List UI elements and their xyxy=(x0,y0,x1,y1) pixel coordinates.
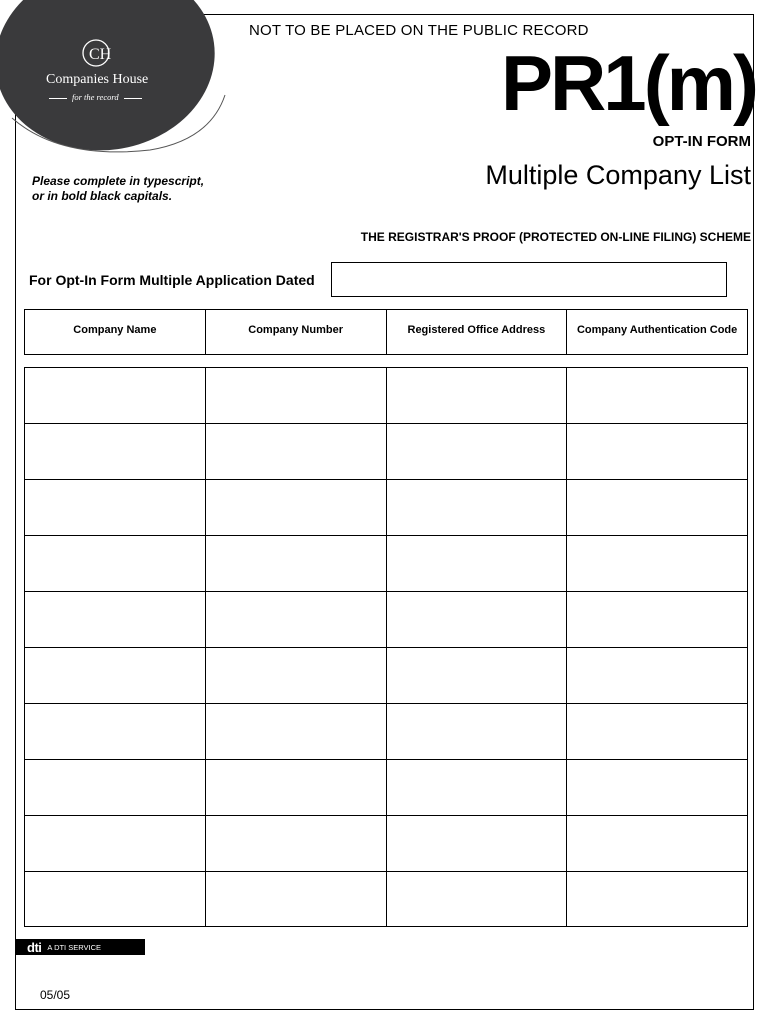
table-row xyxy=(25,480,747,536)
logo-tagline-text: for the record xyxy=(72,92,119,102)
company-name-cell[interactable] xyxy=(25,704,206,759)
company-name-cell[interactable] xyxy=(25,816,206,871)
instructions-line-1: Please complete in typescript, xyxy=(32,174,205,188)
company-number-cell[interactable] xyxy=(206,704,387,759)
registered-office-address-cell[interactable] xyxy=(387,480,568,535)
table-row xyxy=(25,648,747,704)
column-header-registered-office-address: Registered Office Address xyxy=(387,310,568,354)
registered-office-address-cell[interactable] xyxy=(387,648,568,703)
company-name-cell[interactable] xyxy=(25,648,206,703)
authentication-code-cell[interactable] xyxy=(567,424,747,479)
registered-office-address-cell[interactable] xyxy=(387,816,568,871)
instructions-line-2: or in bold black capitals. xyxy=(32,189,173,203)
registered-office-address-cell[interactable] xyxy=(387,592,568,647)
public-record-notice: NOT TO BE PLACED ON THE PUBLIC RECORD xyxy=(249,22,589,39)
form-type: OPT-IN FORM xyxy=(652,133,751,150)
authentication-code-cell[interactable] xyxy=(567,536,747,591)
company-number-cell[interactable] xyxy=(206,368,387,423)
form-version: 05/05 xyxy=(40,988,71,1002)
company-number-cell[interactable] xyxy=(206,816,387,871)
authentication-code-cell[interactable] xyxy=(567,592,747,647)
application-date-field[interactable] xyxy=(331,262,727,297)
company-name-cell[interactable] xyxy=(25,424,206,479)
registered-office-address-cell[interactable] xyxy=(387,760,568,815)
column-header-company-name: Company Name xyxy=(25,310,206,354)
registered-office-address-cell[interactable] xyxy=(387,872,568,926)
authentication-code-cell[interactable] xyxy=(567,872,747,926)
registered-office-address-cell[interactable] xyxy=(387,536,568,591)
instructions xyxy=(32,174,204,204)
company-list-table xyxy=(24,367,748,927)
dti-service-bar xyxy=(15,939,145,955)
company-name-cell[interactable] xyxy=(25,536,206,591)
authentication-code-cell[interactable] xyxy=(567,704,747,759)
table-row xyxy=(25,872,747,926)
authentication-code-cell[interactable] xyxy=(567,816,747,871)
company-number-cell[interactable] xyxy=(206,648,387,703)
authentication-code-cell[interactable] xyxy=(567,480,747,535)
company-name-cell[interactable] xyxy=(25,368,206,423)
authentication-code-cell[interactable] xyxy=(567,648,747,703)
company-name-cell[interactable] xyxy=(25,872,206,926)
authentication-code-cell[interactable] xyxy=(567,760,747,815)
companies-house-logo xyxy=(0,0,240,160)
company-name-cell[interactable] xyxy=(25,592,206,647)
table-row xyxy=(25,816,747,872)
table-row xyxy=(25,592,747,648)
dti-logo: dti xyxy=(27,939,42,955)
authentication-code-cell[interactable] xyxy=(567,368,747,423)
company-number-cell[interactable] xyxy=(206,592,387,647)
logo-monogram: CH xyxy=(89,46,112,63)
logo-name: Companies House xyxy=(46,72,149,87)
registered-office-address-cell[interactable] xyxy=(387,424,568,479)
company-number-cell[interactable] xyxy=(206,480,387,535)
table-row xyxy=(25,536,747,592)
company-number-cell[interactable] xyxy=(206,872,387,926)
dti-service-text: A DTI SERVICE xyxy=(47,942,102,952)
form-code: PR1(m) xyxy=(500,39,756,127)
table-row xyxy=(25,760,747,816)
table-header xyxy=(24,309,748,355)
form-subtitle: Multiple Company List xyxy=(485,160,751,190)
table-row xyxy=(25,704,747,760)
company-name-cell[interactable] xyxy=(25,760,206,815)
scheme-title: THE REGISTRAR'S PROOF (PROTECTED ON-LINE FILING) SCHEME xyxy=(360,230,751,244)
column-header-company-number: Company Number xyxy=(206,310,387,354)
company-number-cell[interactable] xyxy=(206,424,387,479)
table-row xyxy=(25,368,747,424)
company-name-cell[interactable] xyxy=(25,480,206,535)
logo-tagline xyxy=(44,92,147,102)
registered-office-address-cell[interactable] xyxy=(387,704,568,759)
company-number-cell[interactable] xyxy=(206,536,387,591)
company-number-cell[interactable] xyxy=(206,760,387,815)
column-header-authentication-code: Company Authentication Code xyxy=(576,324,738,336)
dated-field-label: For Opt-In Form Multiple Application Dated xyxy=(29,272,315,288)
registered-office-address-cell[interactable] xyxy=(387,368,568,423)
table-row xyxy=(25,424,747,480)
